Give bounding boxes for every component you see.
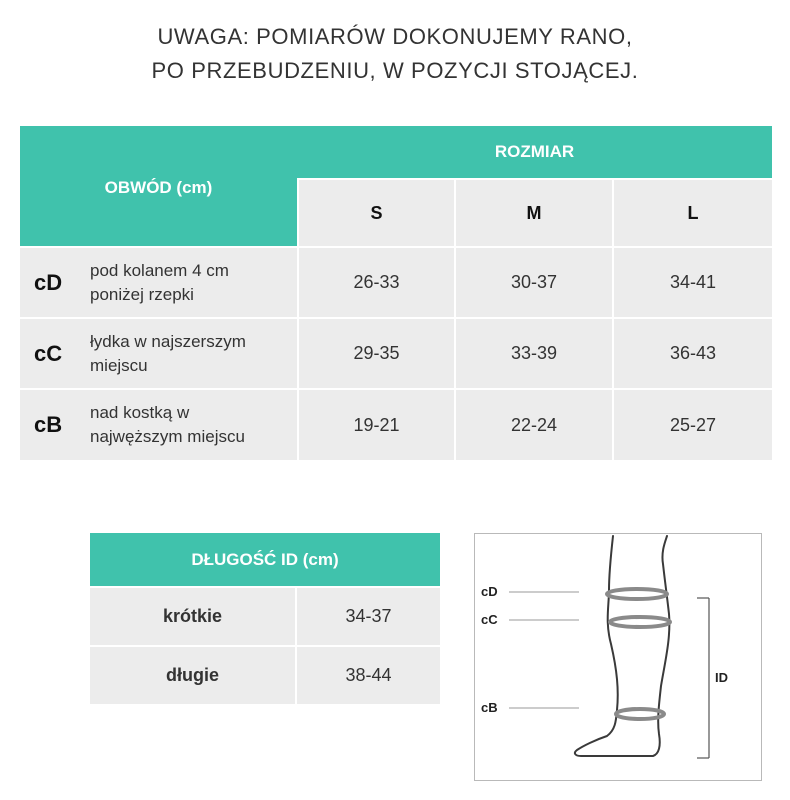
leg-measurement-diagram bbox=[474, 533, 762, 781]
notice-line-1: UWAGA: POMIARÓW DOKONUJEMY RANO, bbox=[157, 24, 633, 49]
measurement-notice bbox=[0, 20, 790, 88]
table-cell: 34-41 bbox=[614, 248, 772, 317]
notice-line-2: PO PRZEBUDZENIU, W POZYCJI STOJĄCEJ. bbox=[151, 58, 639, 83]
length-table-title: DŁUGOŚĆ ID (cm) bbox=[90, 533, 440, 586]
circumference-header bbox=[20, 126, 297, 246]
diagram-label-id: ID bbox=[715, 670, 728, 685]
size-column-m: M bbox=[456, 180, 612, 246]
row-description-line: pod kolanem 4 cm bbox=[90, 260, 229, 280]
table-cell: 25-27 bbox=[614, 390, 772, 460]
diagram-label-cb: cB bbox=[481, 700, 498, 715]
row-description bbox=[90, 259, 229, 307]
row-code: cB bbox=[34, 412, 63, 437]
length-row-value: 38-44 bbox=[297, 647, 440, 704]
table-cell: 19-21 bbox=[299, 390, 454, 460]
circumference-header-label: OBWÓD (cm) bbox=[104, 178, 213, 197]
size-table bbox=[20, 126, 772, 460]
size-header-label: ROZMIAR bbox=[494, 142, 575, 161]
row-description-line: poniżej rzepki bbox=[90, 284, 194, 304]
size-header bbox=[297, 126, 772, 178]
row-description-line: łydka w najszerszym bbox=[90, 331, 246, 351]
length-row-label: długie bbox=[90, 647, 295, 704]
length-row-label: krótkie bbox=[90, 588, 295, 645]
row-description bbox=[90, 401, 245, 449]
table-row-label bbox=[20, 319, 297, 388]
row-code: cD bbox=[34, 269, 63, 295]
table-cell: 22-24 bbox=[456, 390, 612, 460]
length-row-value: 34-37 bbox=[297, 588, 440, 645]
row-description bbox=[90, 330, 246, 378]
diagram-label-cc: cC bbox=[481, 612, 498, 627]
table-cell: 29-35 bbox=[299, 319, 454, 388]
size-column-s: S bbox=[299, 180, 454, 246]
table-cell: 30-37 bbox=[456, 248, 612, 317]
table-row-label bbox=[20, 248, 297, 317]
table-cell: 33-39 bbox=[456, 319, 612, 388]
row-description-line: miejscu bbox=[90, 355, 148, 375]
table-row-label bbox=[20, 390, 297, 460]
diagram-label-cd: cD bbox=[481, 584, 498, 599]
size-column-l: L bbox=[614, 180, 772, 246]
table-cell: 36-43 bbox=[614, 319, 772, 388]
row-code: cC bbox=[34, 340, 63, 366]
leg-illustration bbox=[475, 534, 761, 780]
table-cell: 26-33 bbox=[299, 248, 454, 317]
row-description-line: najwęższym miejscu bbox=[90, 427, 245, 446]
row-description-line: nad kostką w bbox=[90, 403, 190, 422]
length-table bbox=[90, 533, 440, 703]
